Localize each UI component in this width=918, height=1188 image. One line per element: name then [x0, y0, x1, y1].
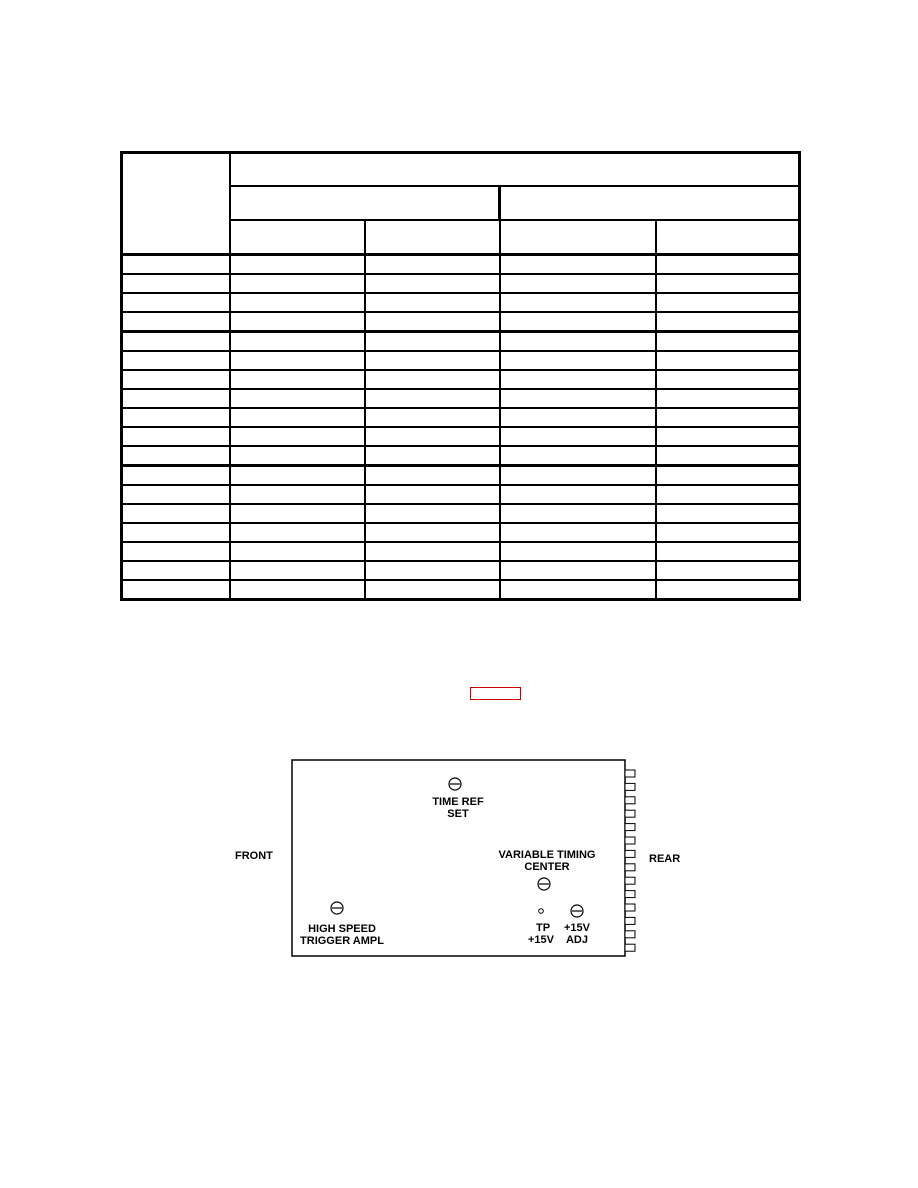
table-cell — [230, 542, 365, 561]
table-row — [122, 293, 800, 312]
table-cell — [122, 274, 230, 293]
table-cell — [230, 561, 365, 580]
header-cell-col-a1 — [230, 220, 365, 255]
front-label: FRONT — [235, 850, 273, 862]
table-cell — [122, 542, 230, 561]
time-ref-label-1: TIME REF — [432, 796, 484, 808]
table-cell — [500, 332, 656, 352]
table-row — [122, 427, 800, 446]
table-cell — [122, 312, 230, 332]
table-cell — [230, 408, 365, 427]
table-cell — [500, 446, 656, 466]
table-cell — [230, 485, 365, 504]
table-cell — [500, 504, 656, 523]
connector-pin — [625, 797, 635, 804]
table-cell — [230, 312, 365, 332]
table-cell — [122, 427, 230, 446]
table-cell — [365, 312, 500, 332]
connector-pin — [625, 904, 635, 911]
table-row — [122, 561, 800, 580]
table-cell — [365, 389, 500, 408]
table-row — [122, 523, 800, 542]
header-cell-col-b2 — [656, 220, 800, 255]
connector-pin — [625, 864, 635, 871]
table-cell — [365, 580, 500, 600]
table-cell — [122, 580, 230, 600]
table-cell — [122, 408, 230, 427]
table-cell — [122, 466, 230, 486]
table-cell — [500, 389, 656, 408]
table-cell — [500, 408, 656, 427]
high-speed-label-2: TRIGGER AMPL — [300, 935, 384, 947]
table-cell — [365, 485, 500, 504]
header-cell-item — [122, 153, 230, 255]
test-point-icon[interactable] — [539, 909, 544, 914]
edge-connector — [625, 770, 635, 951]
table-cell — [230, 580, 365, 600]
adj-label-2: ADJ — [565, 934, 589, 946]
table-cell — [230, 351, 365, 370]
table-row — [122, 312, 800, 332]
time-ref-set-potentiometer[interactable] — [449, 778, 461, 790]
table-cell — [365, 370, 500, 389]
table-cell — [365, 332, 500, 352]
table-cell — [656, 485, 800, 504]
table-cell — [230, 504, 365, 523]
table-header-row-1 — [122, 153, 800, 187]
table-row — [122, 389, 800, 408]
tp-label-2: +15V — [528, 934, 554, 946]
table-cell — [500, 370, 656, 389]
table-row — [122, 446, 800, 466]
table-cell — [365, 561, 500, 580]
connector-pin — [625, 877, 635, 884]
connector-pin — [625, 944, 635, 951]
adj-label-1: +15V — [564, 922, 590, 934]
circuit-board-diagram — [230, 755, 700, 965]
table-row — [122, 408, 800, 427]
table-cell — [230, 255, 365, 275]
high-speed-trigger-potentiometer[interactable] — [331, 902, 343, 914]
table-cell — [656, 408, 800, 427]
variable-timing-potentiometer[interactable] — [538, 878, 550, 890]
table-cell — [230, 427, 365, 446]
table-cell — [122, 332, 230, 352]
table-cell — [656, 351, 800, 370]
rear-label: REAR — [649, 853, 681, 865]
table-cell — [500, 255, 656, 275]
table-cell — [230, 389, 365, 408]
data-table — [120, 151, 801, 601]
table-cell — [656, 312, 800, 332]
table-cell — [230, 446, 365, 466]
table-cell — [365, 542, 500, 561]
connector-pin — [625, 783, 635, 790]
table-cell — [365, 293, 500, 312]
table-cell — [656, 466, 800, 486]
table-cell — [122, 293, 230, 312]
table-cell — [656, 427, 800, 446]
table-row — [122, 485, 800, 504]
table-cell — [656, 255, 800, 275]
table-cell — [656, 293, 800, 312]
table-cell — [122, 504, 230, 523]
variable-timing-label-2: CENTER — [524, 861, 570, 873]
table-cell — [500, 466, 656, 486]
connector-pin — [625, 770, 635, 777]
table-cell — [656, 389, 800, 408]
table-cell — [500, 274, 656, 293]
table-cell — [230, 332, 365, 352]
table-row — [122, 370, 800, 389]
table-row — [122, 351, 800, 370]
table-row — [122, 255, 800, 275]
table-row — [122, 332, 800, 352]
table-cell — [122, 523, 230, 542]
header-cell-subgroup-a — [230, 186, 500, 220]
table-cell — [500, 351, 656, 370]
connector-pin — [625, 824, 635, 831]
table-cell — [122, 370, 230, 389]
table-cell — [365, 504, 500, 523]
table-row — [122, 580, 800, 600]
table-row — [122, 466, 800, 486]
table-cell — [122, 255, 230, 275]
table-cell — [500, 580, 656, 600]
table-cell — [656, 274, 800, 293]
table-cell — [500, 427, 656, 446]
table-cell — [230, 293, 365, 312]
time-ref-label-2: SET — [447, 808, 469, 820]
table-cell — [122, 351, 230, 370]
connector-pin — [625, 917, 635, 924]
table-cell — [365, 523, 500, 542]
table-cell — [656, 523, 800, 542]
plus15v-adj-potentiometer[interactable] — [571, 905, 583, 917]
header-cell-col-a2 — [365, 220, 500, 255]
connector-pin — [625, 837, 635, 844]
table-cell — [500, 561, 656, 580]
table-cell — [122, 389, 230, 408]
header-cell-col-b1 — [500, 220, 656, 255]
table-cell — [656, 561, 800, 580]
tp-label-1: TP — [535, 922, 551, 934]
table-cell — [122, 485, 230, 504]
variable-timing-label-1: VARIABLE TIMING — [498, 849, 596, 861]
table-cell — [365, 351, 500, 370]
table-row — [122, 542, 800, 561]
table-cell — [500, 523, 656, 542]
table-cell — [500, 312, 656, 332]
table-cell — [500, 485, 656, 504]
header-cell-group — [230, 153, 800, 187]
table-cell — [656, 332, 800, 352]
connector-pin — [625, 891, 635, 898]
table-cell — [230, 370, 365, 389]
table-row — [122, 274, 800, 293]
figure-reference-link[interactable] — [470, 687, 521, 700]
table-cell — [365, 408, 500, 427]
header-cell-subgroup-b — [500, 186, 800, 220]
table-cell — [500, 542, 656, 561]
table-cell — [365, 274, 500, 293]
connector-pin — [625, 810, 635, 817]
table-cell — [122, 561, 230, 580]
table-cell — [656, 446, 800, 466]
table-cell — [365, 446, 500, 466]
table-cell — [500, 293, 656, 312]
table-cell — [122, 446, 230, 466]
table-cell — [656, 504, 800, 523]
table-cell — [230, 274, 365, 293]
table-cell — [656, 580, 800, 600]
table-cell — [230, 523, 365, 542]
table-cell — [365, 466, 500, 486]
high-speed-label-1: HIGH SPEED — [308, 923, 376, 935]
connector-pin — [625, 931, 635, 938]
table-cell — [656, 370, 800, 389]
table-cell — [230, 466, 365, 486]
table-cell — [365, 427, 500, 446]
table-row — [122, 504, 800, 523]
connector-pin — [625, 850, 635, 857]
table-cell — [365, 255, 500, 275]
table-cell — [656, 542, 800, 561]
